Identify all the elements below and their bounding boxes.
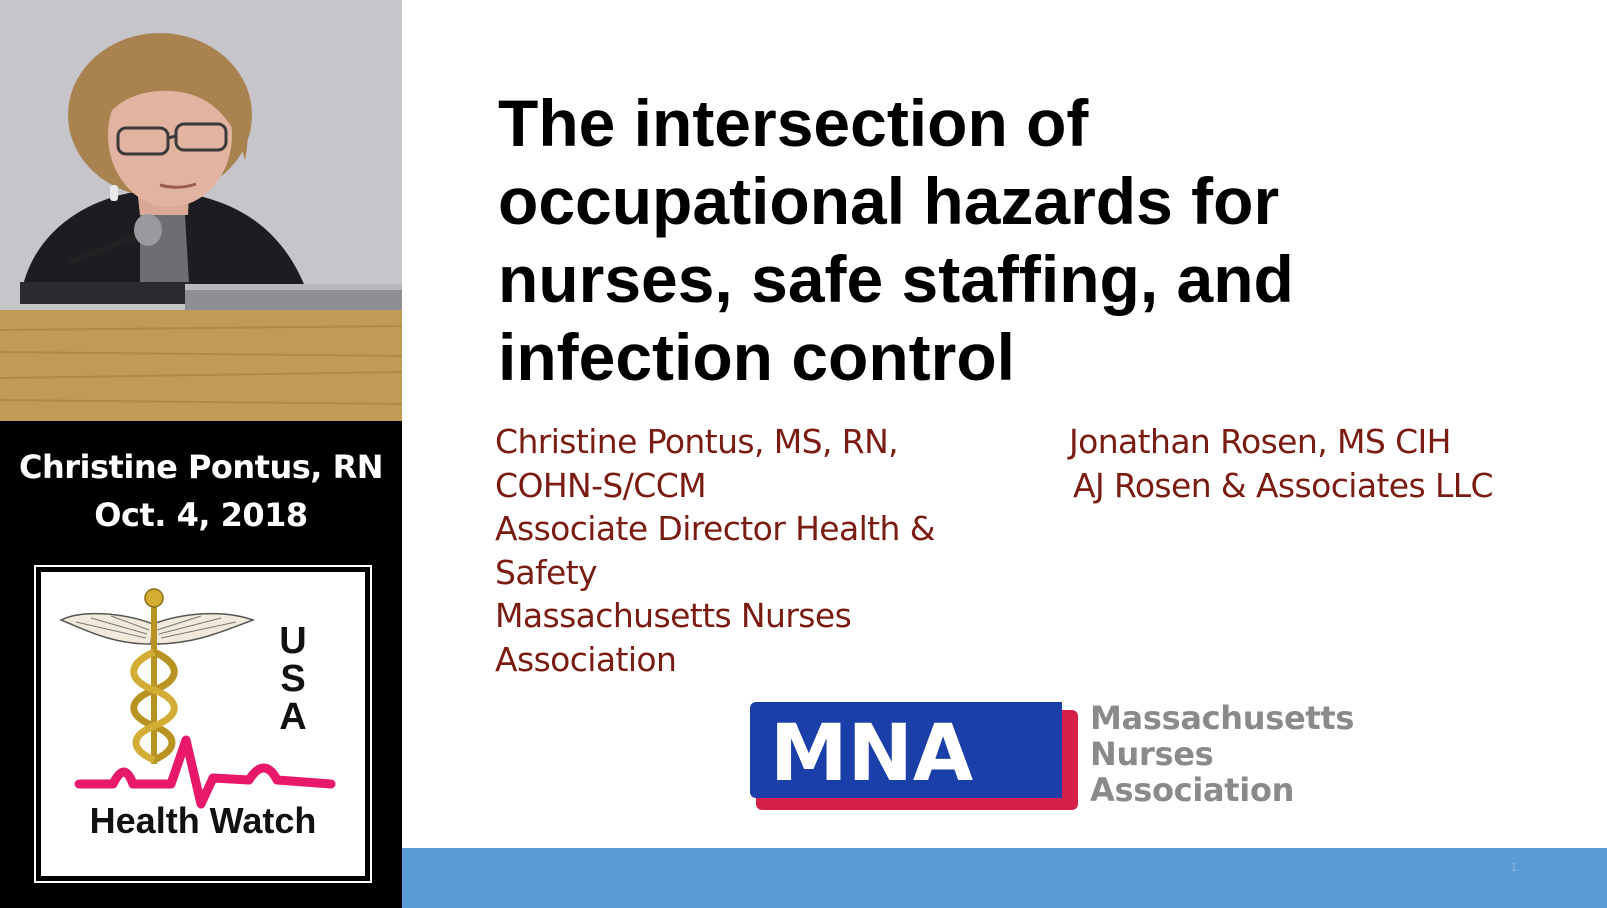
author-line: Christine Pontus, MS, RN, — [495, 422, 899, 461]
talk-date: Oct. 4, 2018 — [94, 496, 308, 534]
mna-logo — [750, 700, 1390, 820]
slide-title-line: nurses, safe staffing, and — [498, 242, 1294, 316]
author-line: COHN-S/CCM — [495, 465, 707, 505]
author-line: Associate Director Health & — [495, 509, 935, 548]
slide-title — [498, 84, 1498, 396]
logo-usa-letters — [273, 622, 313, 736]
slide-title-line: infection control — [498, 320, 1015, 394]
author-line: AJ Rosen & Associates LLC — [1073, 465, 1493, 505]
mna-badge-text: MNA — [770, 709, 974, 799]
author-line: Jonathan Rosen, MS CIH — [1069, 422, 1451, 461]
mna-name — [1090, 700, 1400, 808]
logo-caption: Health Watch — [89, 800, 317, 841]
logo-letter-u: U — [279, 620, 307, 662]
author-right-credits — [1069, 420, 1493, 507]
mna-badge-icon — [750, 700, 1080, 812]
slide-page-number: 1 — [1510, 860, 1517, 874]
speaker-video — [0, 0, 402, 421]
slide-footer-bar — [402, 848, 1607, 908]
slide-title-line: occupational hazards for — [498, 164, 1280, 238]
left-panel — [0, 0, 402, 908]
mna-name-line: Association — [1090, 771, 1295, 809]
mna-name-line: Massachusetts — [1090, 699, 1355, 737]
speaker-video-illustration — [0, 0, 402, 421]
presentation-slide — [402, 0, 1607, 908]
logo-letter-a: A — [279, 696, 307, 738]
author-line: Association — [495, 639, 677, 679]
author-left-credits — [495, 420, 935, 681]
logo-letter-s: S — [280, 658, 306, 700]
speaker-name: Christine Pontus, RN — [18, 448, 383, 486]
usa-health-watch-logo — [38, 569, 368, 879]
author-line: Safety — [495, 552, 597, 592]
mna-name-line: Nurses — [1090, 735, 1214, 773]
slide-title-line: The intersection of — [498, 86, 1089, 160]
author-line: Massachusetts Nurses — [495, 596, 852, 635]
